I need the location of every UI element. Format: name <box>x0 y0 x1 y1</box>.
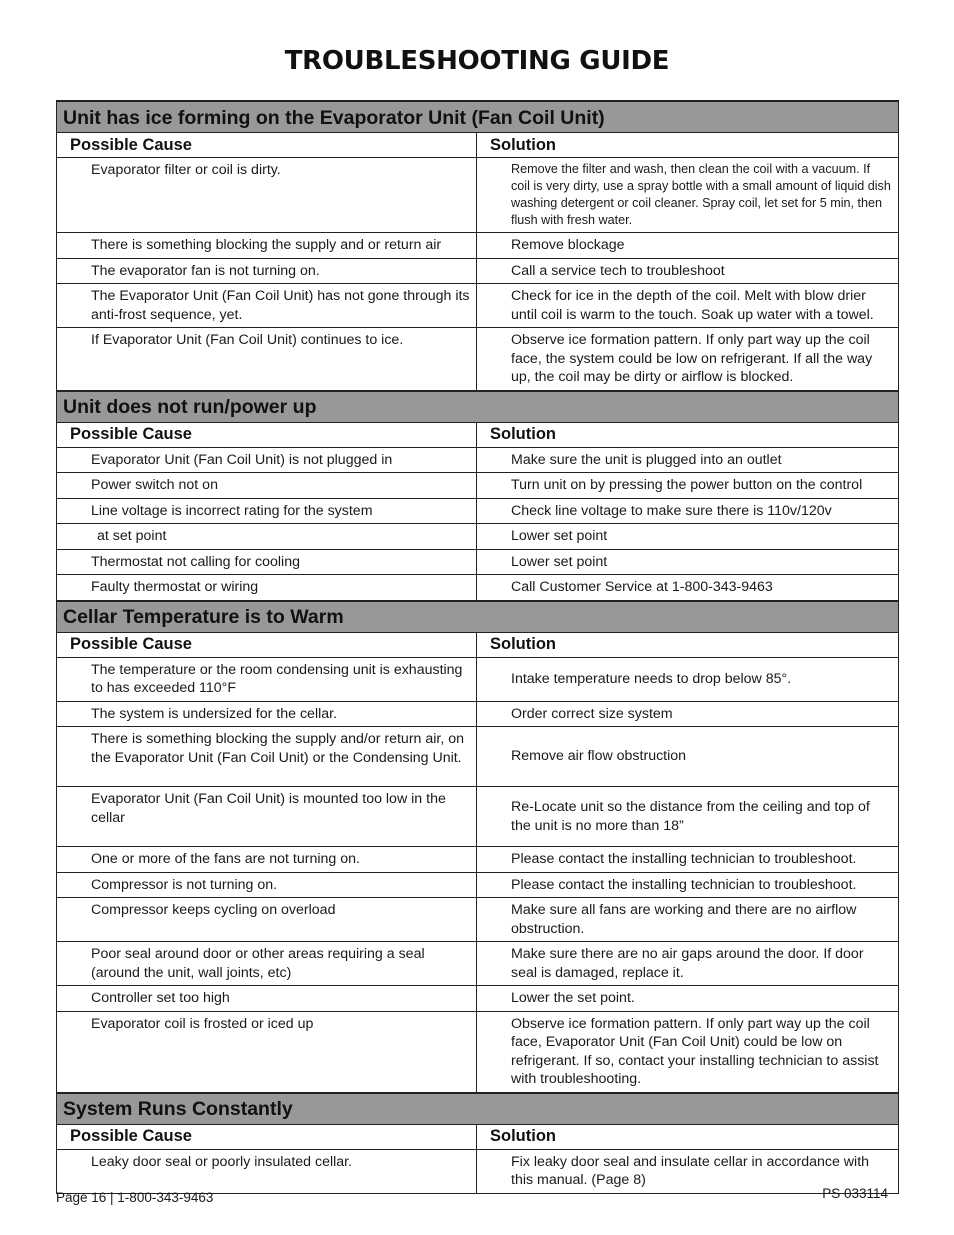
table-row <box>57 284 899 328</box>
solution-cell: Lower set point <box>477 524 899 550</box>
cause-cell: Evaporator Unit (Fan Coil Unit) is mounted too low in the cellar <box>57 787 477 847</box>
solution-cell: Check for ice in the depth of the coil. Melt with blow drier until coil is warm to the touch. Soak up water with a towel. <box>477 284 899 328</box>
section-header <box>57 1093 899 1125</box>
section-header <box>57 601 899 633</box>
table-row <box>57 701 899 727</box>
page-title: TROUBLESHOOTING GUIDE <box>284 46 670 76</box>
cause-cell: at set point <box>57 524 477 550</box>
table-row <box>57 549 899 575</box>
solution-cell: Remove blockage <box>477 233 899 259</box>
table-row <box>57 258 899 284</box>
table-row <box>57 498 899 524</box>
solution-column-header: Solution <box>477 1124 899 1149</box>
cause-cell: Controller set too high <box>57 986 477 1012</box>
solution-cell: Observe ice formation pattern. If only part way up the coil face, Evaporator Unit (Fan Coil Unit) could be low on refrigerant. If so, contact your installing technician to assist with troubleshooting. <box>477 1011 899 1093</box>
cause-cell: Evaporator filter or coil is dirty. <box>57 158 477 233</box>
section-title: Unit does not run/power up <box>57 391 899 423</box>
solution-cell: Make sure there are no air gaps around the door. If door seal is damaged, replace it. <box>477 942 899 986</box>
footer-document-code: PS 033114 <box>822 1186 888 1201</box>
table-row <box>57 1011 899 1093</box>
solution-cell: Fix leaky door seal and insulate cellar in accordance with this manual. (Page 8) <box>477 1149 899 1193</box>
table-row <box>57 898 899 942</box>
section-header <box>57 101 899 133</box>
cause-cell: Compressor is not turning on. <box>57 872 477 898</box>
table-row <box>57 1149 899 1193</box>
table-row <box>57 473 899 499</box>
table-row <box>57 986 899 1012</box>
cause-cell: The evaporator fan is not turning on. <box>57 258 477 284</box>
table-row <box>57 727 899 787</box>
table-row <box>57 872 899 898</box>
cause-cell: If Evaporator Unit (Fan Coil Unit) continues to ice. <box>57 328 477 391</box>
solution-cell: Remove air flow obstruction <box>477 727 899 787</box>
table-row <box>57 847 899 873</box>
cause-cell: Power switch not on <box>57 473 477 499</box>
solution-cell: Make sure the unit is plugged into an outlet <box>477 447 899 473</box>
cause-column-header: Possible Cause <box>57 133 477 158</box>
solution-cell: Make sure all fans are working and there are no airflow obstruction. <box>477 898 899 942</box>
solution-cell: Check line voltage to make sure there is 110v/120v <box>477 498 899 524</box>
cause-cell: Evaporator coil is frosted or iced up <box>57 1011 477 1093</box>
cause-column-header: Possible Cause <box>57 1124 477 1149</box>
cause-cell: Thermostat not calling for cooling <box>57 549 477 575</box>
section-title: Unit has ice forming on the Evaporator Unit (Fan Coil Unit) <box>57 101 899 133</box>
cause-cell: Compressor keeps cycling on overload <box>57 898 477 942</box>
cause-cell: Line voltage is incorrect rating for the system <box>57 498 477 524</box>
footer-page-number: Page 16 | 1-800-343-9463 <box>56 1190 214 1205</box>
column-header-row <box>57 133 899 158</box>
table-row <box>57 942 899 986</box>
solution-cell: Call Customer Service at 1-800-343-9463 <box>477 575 899 601</box>
solution-cell: Lower set point <box>477 549 899 575</box>
cause-cell: Poor seal around door or other areas requiring a seal (around the unit, wall joints, etc) <box>57 942 477 986</box>
table-row <box>57 233 899 259</box>
column-header-row <box>57 422 899 447</box>
cause-cell: The system is undersized for the cellar. <box>57 701 477 727</box>
cause-cell: Faulty thermostat or wiring <box>57 575 477 601</box>
solution-column-header: Solution <box>477 632 899 657</box>
section-header <box>57 391 899 423</box>
cause-cell: The temperature or the room condensing unit is exhausting to has exceeded 110°F <box>57 657 477 701</box>
column-header-row <box>57 632 899 657</box>
solution-cell: Order correct size system <box>477 701 899 727</box>
section-title: Cellar Temperature is to Warm <box>57 601 899 633</box>
table-row <box>57 158 899 233</box>
solution-cell: Observe ice formation pattern. If only part way up the coil face, the system could be low on refrigerant. If all the way up, the coil may be dirty or airflow is blocked. <box>477 328 899 391</box>
cause-cell: There is something blocking the supply and or return air <box>57 233 477 259</box>
cause-cell: The Evaporator Unit (Fan Coil Unit) has not gone through its anti-frost sequence, yet. <box>57 284 477 328</box>
column-header-row <box>57 1124 899 1149</box>
troubleshooting-table <box>56 100 899 1194</box>
solution-cell: Turn unit on by pressing the power button on the control <box>477 473 899 499</box>
solution-cell: Call a service tech to troubleshoot <box>477 258 899 284</box>
solution-cell: Intake temperature needs to drop below 85°. <box>477 657 899 701</box>
solution-cell: Please contact the installing technician to troubleshoot. <box>477 847 899 873</box>
solution-cell: Please contact the installing technician to troubleshoot. <box>477 872 899 898</box>
table-row <box>57 524 899 550</box>
cause-cell: One or more of the fans are not turning on. <box>57 847 477 873</box>
table-row <box>57 447 899 473</box>
solution-cell: Remove the filter and wash, then clean the coil with a vacuum. If coil is very dirty, use a spray bottle with a small amount of liquid dish washing detergent or coil cleaner. Spray coil, let set for 5 min, then flush with fresh water. <box>477 158 899 233</box>
table-row <box>57 787 899 847</box>
cause-cell: There is something blocking the supply and/or return air, on the Evaporator Unit (Fan Coil Unit) or the Condensing Unit. <box>57 727 477 787</box>
solution-cell: Re-Locate unit so the distance from the ceiling and top of the unit is no more than 18” <box>477 787 899 847</box>
section-title: System Runs Constantly <box>57 1093 899 1125</box>
cause-column-header: Possible Cause <box>57 422 477 447</box>
table-row <box>57 657 899 701</box>
solution-cell: Lower the set point. <box>477 986 899 1012</box>
table-row <box>57 575 899 601</box>
solution-column-header: Solution <box>477 422 899 447</box>
cause-cell: Leaky door seal or poorly insulated cellar. <box>57 1149 477 1193</box>
table-row <box>57 328 899 391</box>
solution-column-header: Solution <box>477 133 899 158</box>
cause-cell: Evaporator Unit (Fan Coil Unit) is not plugged in <box>57 447 477 473</box>
cause-column-header: Possible Cause <box>57 632 477 657</box>
